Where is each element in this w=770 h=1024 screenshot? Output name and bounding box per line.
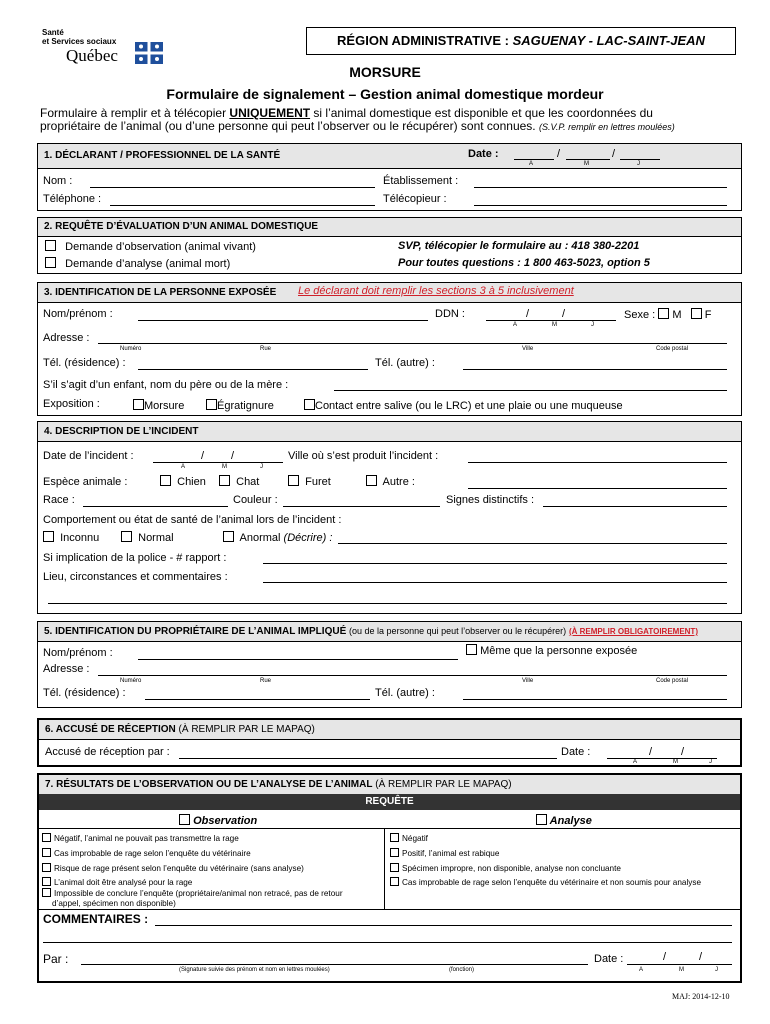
analysis-request-label: Demande d’analyse (animal mort) xyxy=(65,258,231,270)
section-5 xyxy=(37,621,742,708)
furet-option[interactable] xyxy=(288,475,331,488)
observation-item[interactable] xyxy=(42,833,382,844)
analyse-item[interactable] xyxy=(390,848,740,859)
checkbox[interactable] xyxy=(366,475,377,486)
owner-adresse-field[interactable] xyxy=(98,675,727,676)
observation-item-label: Négatif, l’animal ne pouvait pas transmettre la rage xyxy=(54,834,239,843)
observation-heading[interactable] xyxy=(179,814,257,827)
couleur-field[interactable] xyxy=(283,506,440,507)
chien-label: Chien xyxy=(177,476,206,488)
intro-part1: Formulaire à remplir et à télécopier xyxy=(40,106,230,120)
fax-instruction: SVP, télécopier le formulaire au : 418 380-2201 xyxy=(398,240,640,252)
section-4-title: 4. DESCRIPTION DE L’INCIDENT xyxy=(44,426,199,437)
race-label: Race : xyxy=(43,494,75,506)
ville-label: Ville xyxy=(522,346,534,352)
questions-instruction: Pour toutes questions : 1 800 463-5023, option 5 xyxy=(398,257,650,269)
analyse-item[interactable] xyxy=(390,833,740,844)
date-incident-label: Date de l’incident : xyxy=(43,450,134,462)
analyse-label: Analyse xyxy=(549,815,592,827)
signes-label: Signes distinctifs : xyxy=(446,494,535,506)
section-2-header xyxy=(38,218,741,237)
checkbox[interactable] xyxy=(160,475,171,486)
intro-text xyxy=(40,107,740,134)
observation-item[interactable] xyxy=(42,848,382,859)
section-4: 4. DESCRIPTION DE L’INCIDENT Date de l’incident : / / A M J Ville où s’est produit l’incident : Espèce animale : Chien Chat Furet Autre : Race : Couleur : Signes distinctifs : Comportement ou état de santé de l’animal lors de l’incident : Inconnu Normal Anormal (Décrire) : Si implication de la police - # rapport : Lieu, circonstances et commentaires : xyxy=(37,421,742,614)
owner-adresse-label: Adresse : xyxy=(43,663,90,675)
contact-option[interactable] xyxy=(304,399,623,412)
commentaires-line[interactable] xyxy=(48,603,727,604)
checkbox[interactable] xyxy=(288,475,299,486)
logo-line2: et Services sociaux xyxy=(42,37,117,46)
observation-request-label: Demande d’observation (animal vivant) xyxy=(65,241,256,253)
police-label: Si implication de la police - # rapport : xyxy=(43,552,227,564)
page-subtitle: Formulaire de signalement – Gestion animal domestique mordeur xyxy=(166,86,604,102)
egratignure-option[interactable] xyxy=(206,399,274,412)
observation-item-label: L’animal doit être analysé pour la rage xyxy=(54,878,193,887)
checkbox[interactable] xyxy=(42,888,51,897)
checkbox[interactable] xyxy=(179,814,190,825)
analyse-item[interactable] xyxy=(390,863,740,874)
date-month-field[interactable] xyxy=(566,159,610,160)
couleur-label: Couleur : xyxy=(233,494,278,506)
date-year-field[interactable] xyxy=(514,159,554,160)
section-7-header xyxy=(39,775,740,794)
enfant-label: S’il s’agit d’un enfant, nom du père ou de la mère : xyxy=(43,379,289,391)
chien-option[interactable] xyxy=(160,475,206,488)
analyse-item-label: Cas improbable de rage selon l’enquête du vétérinaire et non soumis pour analyse xyxy=(402,878,702,887)
logo-line1: Santé xyxy=(42,28,64,37)
decrire-label: (Décrire) : xyxy=(283,532,333,544)
checkbox[interactable] xyxy=(121,531,132,542)
ville-incident-field[interactable] xyxy=(468,462,727,463)
ddn-a-label: A xyxy=(513,322,518,328)
region-box xyxy=(306,27,736,55)
declarant-nom-field[interactable] xyxy=(90,187,375,188)
intro-note: (S.V.P. remplir en lettres moulées) xyxy=(538,122,675,132)
checkbox[interactable] xyxy=(42,877,51,886)
owner-tel-residence-field[interactable] xyxy=(145,699,370,700)
ddn-j-label: J xyxy=(591,322,594,328)
accuse-date-label: Date : xyxy=(561,746,591,758)
checkbox[interactable] xyxy=(45,240,56,251)
sexe-m-label: M xyxy=(672,309,682,321)
autre-option[interactable] xyxy=(366,475,415,488)
tel-residence-label: Tél. (résidence) : xyxy=(43,357,126,369)
checkbox[interactable] xyxy=(536,814,547,825)
normal-label: Normal xyxy=(138,532,174,544)
owner-nom-field[interactable] xyxy=(138,659,458,660)
section-2-title: 2. REQUÊTE D’ÉVALUATION D’UN ANIMAL DOMESTIQUE xyxy=(44,221,319,232)
nom-label: Nom : xyxy=(43,175,73,187)
declarant-telephone-field[interactable] xyxy=(110,205,375,206)
section-1 xyxy=(37,143,742,211)
exposed-tel-autre-field[interactable] xyxy=(463,369,727,370)
result-date-field[interactable] xyxy=(627,964,732,965)
signature-field[interactable] xyxy=(81,964,588,965)
morsure-option[interactable] xyxy=(133,399,184,412)
owner-nom-label: Nom/prénom : xyxy=(43,647,113,659)
observation-item[interactable] xyxy=(42,877,382,888)
espece-label: Espèce animale : xyxy=(43,476,128,488)
observation-list xyxy=(42,833,382,909)
parent-nom-field[interactable] xyxy=(334,390,727,391)
morsure-label: Morsure xyxy=(144,400,185,412)
chat-option[interactable] xyxy=(219,475,259,488)
date-m-label: M xyxy=(584,161,589,167)
normal-option[interactable] xyxy=(121,531,174,544)
telephone-label: Téléphone : xyxy=(43,193,102,205)
observation-item-label: Impossible de conclure l’enquête (propriétaire/animal non retracé, pas de retour xyxy=(54,889,343,898)
observation-label: Observation xyxy=(193,815,258,827)
logo-word: Québec xyxy=(66,46,118,65)
meme-label: Même que la personne exposée xyxy=(480,645,638,657)
analysis-request-option[interactable] xyxy=(45,257,230,270)
owner-tel-autre-field[interactable] xyxy=(463,699,727,700)
date-a-label: A xyxy=(529,161,534,167)
footer-version: MAJ: 2014-12-10 xyxy=(672,992,730,1001)
rue-label: Rue xyxy=(260,346,272,352)
owner-ville-label: Ville xyxy=(522,678,534,684)
accuse-par-field[interactable] xyxy=(179,758,557,759)
section-5-mandatory: (À REMPLIR OBLIGATOIREMENT) xyxy=(568,627,698,636)
logo xyxy=(40,28,170,68)
incident-j-label: J xyxy=(260,464,263,470)
section-6: 6. ACCUSÉ DE RÉCEPTION (À REMPLIR PAR LE MAPAQ) Accusé de réception par : Date : / / A M J xyxy=(37,718,742,767)
numero-label: Numéro xyxy=(120,346,142,352)
section-3-title: 3. IDENTIFICATION DE LA PERSONNE EXPOSÉE xyxy=(44,287,277,298)
section-7-title: 7. RÉSULTATS DE L’OBSERVATION OU DE L’ANALYSE DE L’ANIMAL xyxy=(45,779,373,790)
lieu-field[interactable] xyxy=(263,582,727,583)
intro-part2: si l’animal domestique est disponible et que les coordonnées du xyxy=(310,106,653,120)
observation-request-option[interactable] xyxy=(45,240,256,253)
result-date-label: Date : xyxy=(594,953,624,965)
exposed-adresse-field[interactable] xyxy=(98,343,727,344)
checkbox[interactable] xyxy=(42,848,51,857)
quebec-flag-icon xyxy=(135,42,163,64)
etablissement-field[interactable] xyxy=(474,187,727,188)
telecopieur-field[interactable] xyxy=(474,205,727,206)
analyse-heading[interactable] xyxy=(536,814,592,827)
owner-code-postal-label: Code postal xyxy=(656,678,689,684)
egratignure-label: Égratignure xyxy=(217,400,274,412)
autre-label: Autre : xyxy=(382,476,415,488)
section-6-title: 6. ACCUSÉ DE RÉCEPTION xyxy=(45,724,176,735)
result-a-label: A xyxy=(639,967,644,973)
accuse-j-label: J xyxy=(709,759,712,765)
tel-autre-label: Tél. (autre) : xyxy=(375,357,435,369)
code-postal-label: Code postal xyxy=(656,346,689,352)
inconnu-option[interactable] xyxy=(43,531,99,544)
sexe-m-checkbox[interactable] xyxy=(658,308,669,319)
checkbox[interactable] xyxy=(390,848,399,857)
section-6-header xyxy=(39,720,740,740)
section-5-header xyxy=(38,622,741,642)
checkbox[interactable] xyxy=(223,531,234,542)
requete-bar: REQUÊTE xyxy=(39,794,740,810)
checkbox[interactable] xyxy=(43,531,54,542)
owner-numero-label: Numéro xyxy=(120,678,142,684)
section-3-note: Le déclarant doit remplir les sections 3 à 5 inclusivement xyxy=(298,285,574,297)
section-6-paren: (À REMPLIR PAR LE MAPAQ) xyxy=(178,724,315,735)
checkbox[interactable] xyxy=(206,399,217,410)
date-incident-field[interactable] xyxy=(153,462,283,463)
ddn-m-label: M xyxy=(552,322,557,328)
telecopieur-label: Télécopieur : xyxy=(383,193,447,205)
lieu-label: Lieu, circonstances et commentaires : xyxy=(43,571,228,583)
signes-field[interactable] xyxy=(543,506,727,507)
fonction-caption: (fonction) xyxy=(449,967,475,973)
etablissement-label: Établissement : xyxy=(383,175,459,187)
section-5-title: 5. IDENTIFICATION DU PROPRIÉTAIRE DE L’ANIMAL IMPLIQUÉ xyxy=(44,626,347,637)
signature-caption: (Signature suivie des prénom et nom en lettres moulées) xyxy=(179,967,330,973)
sexe-f-label: F xyxy=(704,309,712,321)
accuse-date-field[interactable] xyxy=(607,758,717,759)
furet-label: Furet xyxy=(305,476,331,488)
observation-item-label: Cas improbable de rage selon l’enquête du vétérinaire xyxy=(54,849,251,858)
checkbox[interactable] xyxy=(45,257,56,268)
meme-option[interactable] xyxy=(466,644,637,657)
police-rapport-field[interactable] xyxy=(263,563,727,564)
owner-rue-label: Rue xyxy=(260,678,272,684)
checkbox[interactable] xyxy=(133,399,144,410)
incident-a-label: A xyxy=(181,464,186,470)
analyse-item-label: Positif, l’animal est rabique xyxy=(402,849,500,858)
checkbox[interactable] xyxy=(42,863,51,872)
analyse-list xyxy=(390,833,740,888)
ville-incident-label: Ville où s’est produit l’incident : xyxy=(288,450,439,462)
accuse-m-label: M xyxy=(673,759,678,765)
checkbox[interactable] xyxy=(390,863,399,872)
checkbox[interactable] xyxy=(390,833,399,842)
exposed-nom-field[interactable] xyxy=(138,320,428,321)
analyse-item-label: Spécimen impropre, non disponible, analyse non concluante xyxy=(402,864,621,873)
observation-item[interactable] xyxy=(42,863,382,874)
section-7: 7. RÉSULTATS DE L’OBSERVATION OU DE L’ANALYSE DE L’ANIMAL (À REMPLIR PAR LE MAPAQ) REQUÊTE Observation Analyse Négatif, l’animal ne pouvait pas transmettre la rage Cas improbable de rage selon l’enquête du vétérinaire Risque de rage présent selon l’enquête du vétérinaire (sans analyse) L’animal doit être analysé pour la rage Impossible de conclure l’enquête (propriétaire/animal non retracé, pas de retour d’appel, spécimen non disponible) Négatif Positif, l’animal est rabique Spécimen impropre, non disponible, analyse non concluante Cas improbable de rage selon l’enquête du vétérinaire et non soumis pour analyse COMMENTAIRES : Par : (Signature suivie des prénom et nom en lettres moulées) (fonction) Date : / / A M J xyxy=(37,773,742,983)
section-1-header: 1. DÉCLARANT / PROFESSIONNEL DE LA SANTÉ Date : / / A M J xyxy=(38,144,741,169)
owner-tel-residence-label: Tél. (résidence) : xyxy=(43,687,126,699)
comportement-label: Comportement ou état de santé de l’animal lors de l’incident : xyxy=(43,514,342,526)
commentaires-label: COMMENTAIRES : xyxy=(43,912,149,926)
anormal-option[interactable] xyxy=(223,531,332,544)
intro-emphasis: UNIQUEMENT xyxy=(229,106,311,120)
par-label: Par : xyxy=(43,952,69,966)
accuse-a-label: A xyxy=(633,759,638,765)
section-4-header xyxy=(38,422,741,442)
checkbox[interactable] xyxy=(219,475,230,486)
analyse-item-label: Négatif xyxy=(402,834,428,843)
analyse-item[interactable] xyxy=(390,877,740,888)
anormal-description-field[interactable] xyxy=(338,543,727,544)
result-m-label: M xyxy=(679,967,684,973)
observation-item[interactable] xyxy=(42,888,382,899)
checkbox[interactable] xyxy=(466,644,477,655)
intro-line2: propriétaire de l’animal (ou d’une personne qui peut l’observer ou le récupérer) sont connues. xyxy=(40,119,536,133)
incident-m-label: M xyxy=(222,464,227,470)
region-value: SAGUENAY - LAC-SAINT-JEAN xyxy=(512,33,705,48)
section-5-paren: (ou de la personne qui peut l’observer ou le récupérer) xyxy=(349,626,567,636)
mapaq-commentaires-field[interactable] xyxy=(155,925,732,926)
ddn-label: DDN : xyxy=(435,308,465,320)
result-j-label: J xyxy=(715,967,718,973)
mapaq-commentaires-line[interactable] xyxy=(43,942,732,943)
checkbox[interactable] xyxy=(304,399,315,410)
section-7-paren: (À REMPLIR PAR LE MAPAQ) xyxy=(375,779,512,790)
autre-field[interactable] xyxy=(468,488,727,489)
section-3-header xyxy=(38,283,741,303)
checkbox[interactable] xyxy=(390,877,399,886)
page-title: MORSURE xyxy=(349,64,421,80)
owner-tel-autre-label: Tél. (autre) : xyxy=(375,687,435,699)
observation-item-label: Risque de rage présent selon l’enquête du vétérinaire (sans analyse) xyxy=(54,864,304,873)
sexe-label: Sexe : xyxy=(624,309,656,321)
section-2 xyxy=(37,217,742,274)
adresse-label: Adresse : xyxy=(43,332,90,344)
inconnu-label: Inconnu xyxy=(60,532,100,544)
checkbox[interactable] xyxy=(42,833,51,842)
ddn-field[interactable] xyxy=(486,320,616,321)
date-day-field[interactable] xyxy=(620,159,660,160)
section-1-title: 1. DÉCLARANT / PROFESSIONNEL DE LA SANTÉ xyxy=(44,150,281,161)
exposed-tel-residence-field[interactable] xyxy=(138,369,368,370)
contact-label: Contact entre salive (ou le LRC) et une plaie ou une muqueuse xyxy=(315,400,623,412)
anormal-label: Anormal xyxy=(239,532,281,544)
exposition-label: Exposition : xyxy=(43,398,100,410)
section-3: 3. IDENTIFICATION DE LA PERSONNE EXPOSÉE Le déclarant doit remplir les sections 3 à 5 inclusivement Nom/prénom : DDN : / / A M J Sexe : M F Adresse : Numéro Rue Ville Code postal Tél. (résidence) : Tél. (autre) : S’il s’agit d’un enfant, nom du père ou de la mère : Exposition : Morsure Égratignure Contact entre salive (ou le LRC) et une plaie ou une muqueuse xyxy=(37,282,742,416)
chat-label: Chat xyxy=(236,476,260,488)
region-label: RÉGION ADMINISTRATIVE : xyxy=(337,33,509,48)
accuse-par-label: Accusé de réception par : xyxy=(45,746,170,758)
race-field[interactable] xyxy=(83,506,228,507)
nom-prenom-label: Nom/prénom : xyxy=(43,308,113,320)
date-label: Date : xyxy=(468,148,499,160)
date-j-label: J xyxy=(637,161,640,167)
sexe-f-checkbox[interactable] xyxy=(691,308,702,319)
observation-item-continued: d’appel, spécimen non disponible) xyxy=(52,899,176,908)
